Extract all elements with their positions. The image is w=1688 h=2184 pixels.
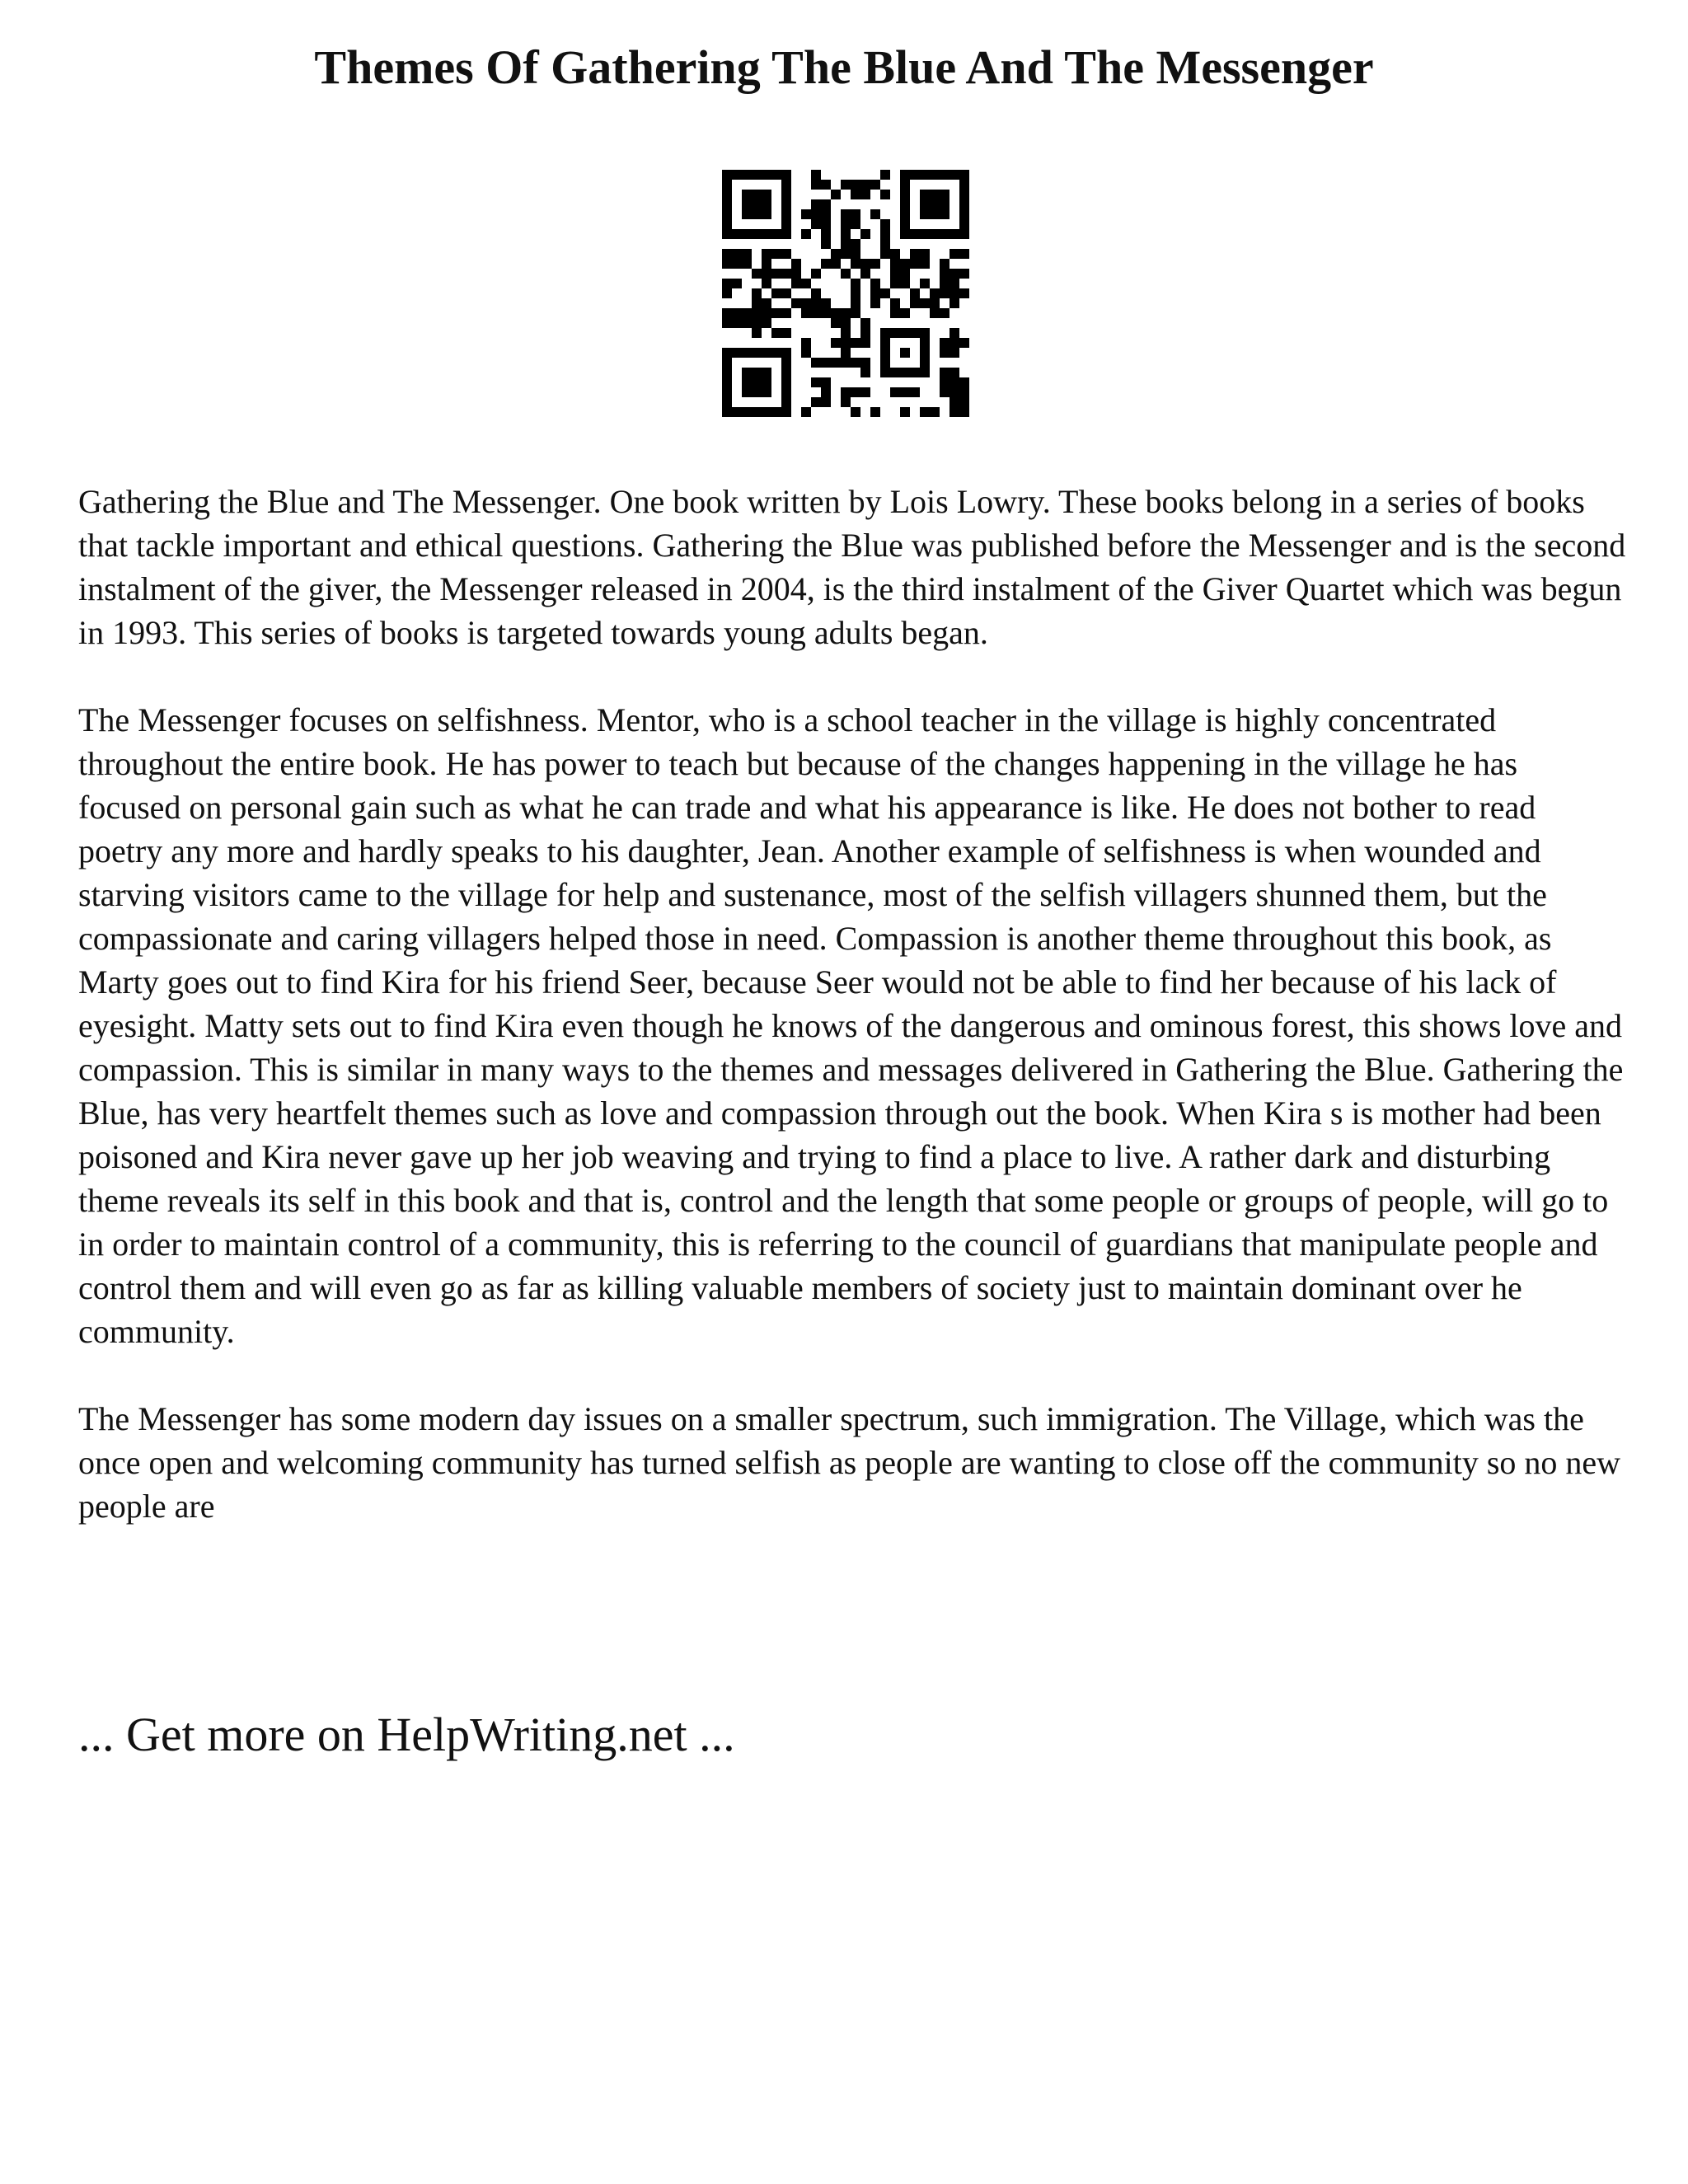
document-body [78, 480, 1628, 1572]
paragraph-3: The Messenger has some modern day issues on a smaller spectrum, such immigration. The Village, which was the once open and welcoming community has turned selfish as people are wanting to close off the community so no new people are [78, 1400, 1621, 1525]
qr-code-graphic [722, 170, 969, 417]
paragraph-1: Gathering the Blue and The Messenger. One book written by Lois Lowry. These books belong in a series of books that tackle important and ethical questions. Gathering the Blue was published before the Messenger and is the second instalment of the giver, the Messenger released in 2004, is the third instalment of the Giver Quartet which was begun in 1993. This series of books is targeted towards young adults began. [78, 483, 1626, 651]
paragraph-2: The Messenger focuses on selfishness. Mentor, who is a school teacher in the village is highly concentrated throughout the entire book. He has power to teach but because of the changes happening in the village he has focused on personal gain such as what he can trade and what his appearance is like. He does not bother to read poetry any more and hardly speaks to his daughter, Jean. Another example of selfishness is when wounded and starving visitors came to the village for help and sustenance, most of the selfish villagers shunned them, but the compassionate and caring villagers helped those in need. Compassion is another theme throughout this book, as Marty goes out to find Kira for his friend Seer, because Seer would not be able to find her because of his lack of eyesight. Matty sets out to find Kira even though he knows of the dangerous and ominous forest, this shows love and compassion. This is similar in many ways to the themes and messages delivered in Gathering the Blue. Gathering the Blue, has very heartfelt themes such as love and compassion through out the book. When Kira s is mother had been poisoned and Kira never gave up her job weaving and trying to find a place to live. A rather dark and disturbing theme reveals its self in this book and that is, control and the length that some people or groups of people, will go to in order to maintain control of a community, this is referring to the council of guardians that manipulate people and control them and will even go as far as killing valuable members of society just to maintain dominant over he community. [78, 701, 1624, 1350]
qr-code[interactable] [722, 170, 969, 417]
document-title: Themes Of Gathering The Blue And The Messenger [314, 40, 1374, 94]
get-more-link[interactable]: ... Get more on HelpWriting.net ... [78, 1708, 735, 1761]
